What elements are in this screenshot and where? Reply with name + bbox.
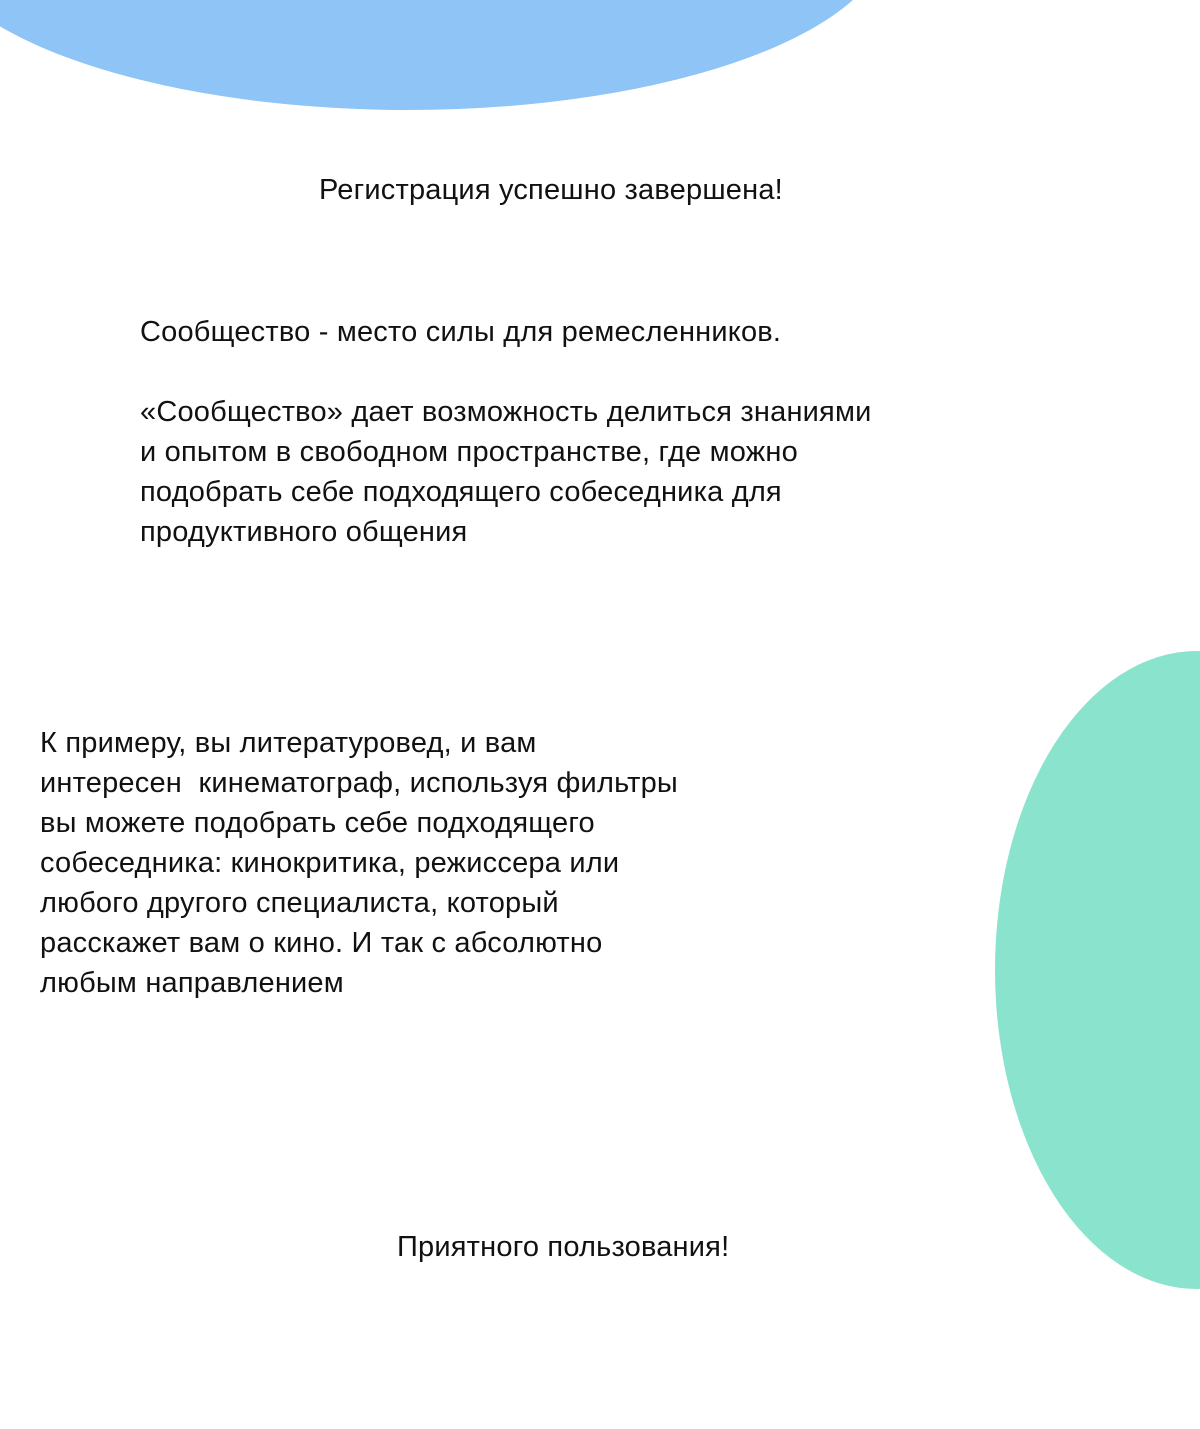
page-title: Регистрация успешно завершена! — [319, 174, 783, 206]
intro-line: «Сообщество» дает возможность делиться знаниями — [140, 396, 872, 428]
example-line: расскажет вам о кино. И так с абсолютно — [40, 927, 603, 959]
decorative-blue-ellipse — [0, 0, 891, 110]
decorative-green-ellipse — [995, 651, 1200, 1289]
example-line: любым направлением — [40, 967, 344, 999]
intro-line: и опытом в свободном пространстве, где можно — [140, 436, 798, 468]
example-line: интересен кинематограф, используя фильтры — [40, 767, 678, 799]
intro-paragraph — [140, 392, 1040, 552]
intro-line: подобрать себе подходящего собеседника для — [140, 476, 782, 508]
intro-heading: Сообщество - место силы для ремесленников. — [140, 316, 782, 348]
example-line: собеседника: кинокритика, режиссера или — [40, 847, 620, 879]
example-paragraph — [40, 723, 840, 1003]
example-line: К примеру, вы литературовед, и вам — [40, 727, 537, 759]
example-line: любого другого специалиста, который — [40, 887, 559, 919]
example-line: вы можете подобрать себе подходящего — [40, 807, 595, 839]
closing-message: Приятного пользования! — [397, 1231, 730, 1263]
intro-line: продуктивного общения — [140, 516, 468, 548]
